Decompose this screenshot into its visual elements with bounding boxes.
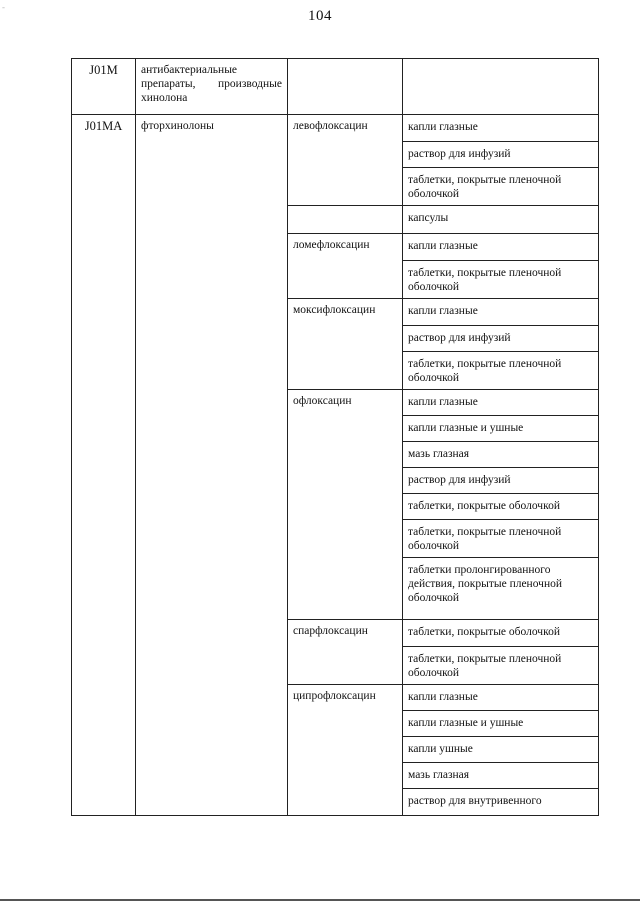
dosage-form: капли глазные (408, 691, 478, 703)
atc-code-cell (72, 115, 136, 816)
page-number: 104 (308, 8, 332, 24)
dosage-form-cell (403, 142, 599, 168)
atc-code: J01MA (84, 119, 123, 133)
dosage-form: раствор для инфузий (408, 474, 511, 486)
dosage-form-cell (403, 763, 599, 789)
table-row (72, 59, 599, 115)
table-row (72, 115, 599, 142)
dosage-form: капли ушные (408, 743, 473, 755)
dosage-form-cell (403, 115, 599, 142)
inn-name: офлоксацин (293, 395, 352, 407)
dosage-form-cell (403, 468, 599, 494)
dosage-form: таблетки, покрытые пленочной оболочкой (408, 653, 562, 679)
inn-name: моксифлоксацин (293, 304, 376, 316)
dosage-form-cell (403, 234, 599, 261)
dosage-form: таблетки, покрытые пленочной оболочкой (408, 526, 562, 552)
dosage-form: капли глазные и ушные (408, 422, 524, 434)
table-body (72, 59, 599, 816)
inn-cell (288, 234, 403, 299)
dosage-form-cell (403, 352, 599, 390)
scan-corner-mark: - (2, 2, 5, 12)
dosage-form-cell (403, 168, 599, 206)
dosage-form (403, 59, 598, 66)
dosage-form-cell (403, 789, 599, 816)
inn-cell (288, 206, 403, 234)
dosage-form-cell (403, 620, 599, 647)
dosage-form: капли глазные (408, 121, 478, 133)
inn-cell (288, 620, 403, 685)
group-name-cell (136, 115, 288, 816)
inn-name (288, 206, 402, 213)
dosage-form: раствор для инфузий (408, 148, 511, 160)
dosage-form-cell (403, 685, 599, 711)
inn-name: спарфлоксацин (293, 625, 368, 637)
dosage-form-cell (403, 416, 599, 442)
dosage-form-cell (403, 442, 599, 468)
dosage-form: капли глазные (408, 396, 478, 408)
inn-cell (288, 299, 403, 390)
inn-cell (288, 115, 403, 206)
group-name: фторхинолоны (141, 120, 214, 132)
drug-classification-table (71, 58, 599, 816)
dosage-form: капсулы (408, 212, 449, 224)
dosage-form-cell (403, 711, 599, 737)
dosage-form: капли глазные и ушные (408, 717, 524, 729)
dosage-form: мазь глазная (408, 448, 470, 460)
dosage-form-cell (403, 326, 599, 352)
page-bottom-rule (0, 899, 640, 901)
atc-code: J01M (89, 63, 118, 77)
dosage-form-cell (403, 390, 599, 416)
dosage-form-cell (403, 299, 599, 326)
inn-cell (288, 390, 403, 620)
dosage-form-cell (403, 206, 599, 234)
dosage-form: таблетки, покрытые оболочкой (408, 626, 560, 638)
dosage-form: мазь глазная (408, 769, 470, 781)
dosage-form-cell (403, 261, 599, 299)
atc-code-cell (72, 59, 136, 115)
group-name-cell (136, 59, 288, 115)
dosage-form: раствор для инфузий (408, 332, 511, 344)
dosage-form-cell (403, 494, 599, 520)
dosage-form: таблетки, покрытые пленочной оболочкой (408, 267, 562, 293)
dosage-form: таблетки, покрытые пленочной оболочкой (408, 358, 562, 384)
inn-name: ципрофлоксацин (293, 690, 376, 702)
dosage-form: таблетки, покрытые пленочной оболочкой (408, 174, 562, 200)
inn-cell (288, 685, 403, 816)
dosage-form: капли глазные (408, 240, 478, 252)
inn-name: левофлоксацин (293, 120, 368, 132)
dosage-form: раствор для внутривенного (408, 795, 542, 807)
dosage-form-cell (403, 647, 599, 685)
dosage-form: таблетки пролонгированного действия, покрытые пленочной оболочкой (408, 564, 563, 604)
group-name: антибактериальные препараты, производные хинолона (141, 64, 282, 104)
dosage-form: капли глазные (408, 305, 478, 317)
dosage-form-cell (403, 520, 599, 558)
dosage-form-cell (403, 737, 599, 763)
inn-name (288, 59, 402, 66)
dosage-form-cell (403, 558, 599, 620)
inn-cell (288, 59, 403, 115)
dosage-form: таблетки, покрытые оболочкой (408, 500, 560, 512)
inn-name: ломефлоксацин (293, 239, 370, 251)
dosage-form-cell (403, 59, 599, 115)
